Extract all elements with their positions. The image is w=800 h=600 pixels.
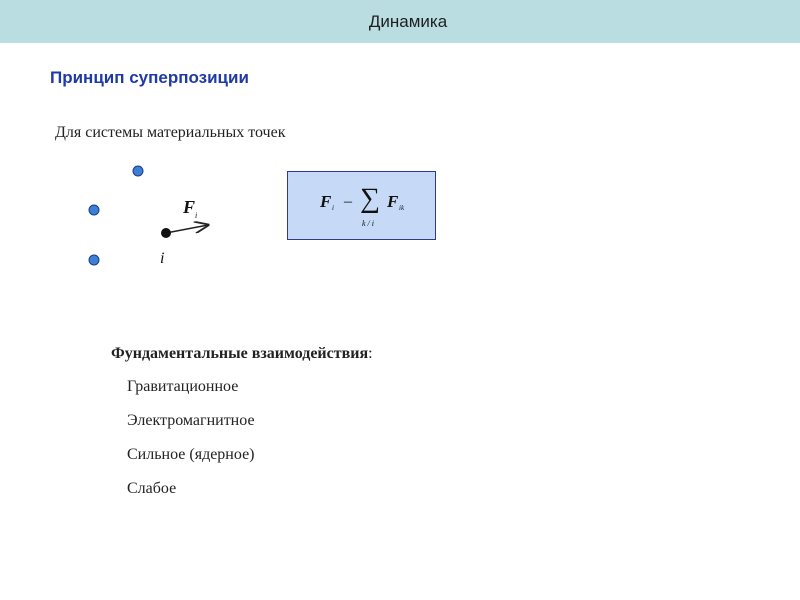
force-subscript: i — [195, 211, 198, 220]
fundamental-title-text: Фундаментальные взаимодействия — [111, 345, 369, 362]
particle-point-i — [161, 228, 171, 238]
point-label-i: i — [160, 250, 165, 267]
list-item-electromagnetic: Электромагнитное — [127, 412, 255, 429]
list-item-weak: Слабое — [127, 480, 177, 497]
formula-lhs-subscript: i — [332, 204, 334, 212]
formula-lhs: F — [320, 192, 332, 211]
fundamental-interactions-title — [111, 345, 373, 363]
list-item-gravitational: Гравитационное — [127, 378, 239, 395]
particle-point-bottom — [89, 255, 99, 265]
formula-rhs-subscript: ik — [399, 204, 405, 212]
particle-point-left — [89, 205, 99, 215]
superposition-formula-box — [287, 171, 436, 240]
force-symbol: F — [183, 197, 196, 217]
section-title: Принцип суперпозиции — [50, 68, 249, 87]
list-item-strong: Сильное (ядерное) — [127, 446, 255, 463]
force-arrow — [166, 225, 208, 233]
formula-sum-symbol: ∑ — [360, 183, 380, 214]
formula-operator: – — [344, 193, 352, 210]
formula-sum-index: k / i — [362, 219, 374, 228]
interactions-list — [127, 377, 255, 513]
particle-point-top — [133, 166, 143, 176]
formula-rhs: F — [387, 192, 399, 211]
fundamental-title-colon: : — [368, 345, 373, 362]
header-title: Динамика — [368, 11, 448, 31]
intro-text: Для системы материальных точек — [55, 124, 286, 141]
